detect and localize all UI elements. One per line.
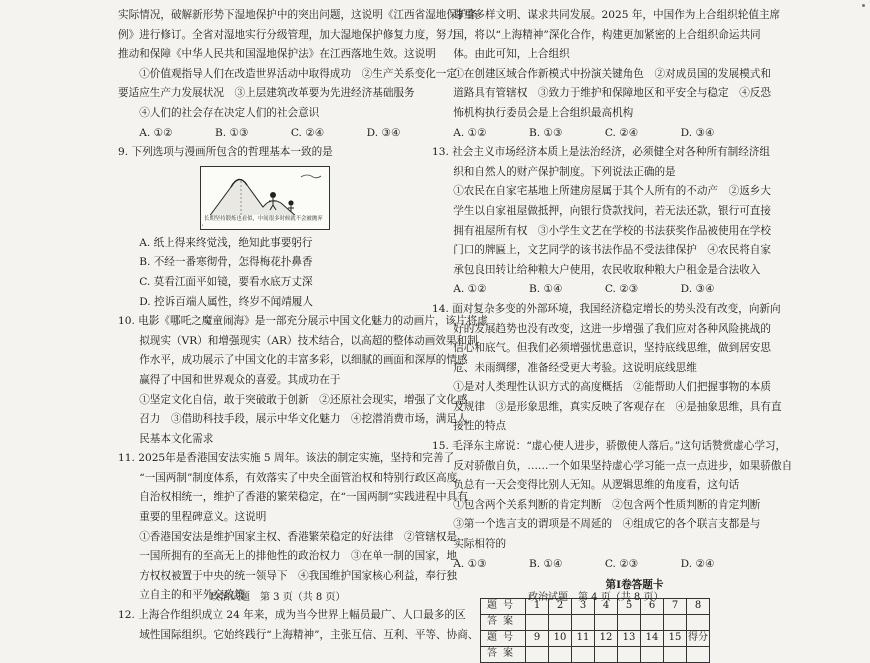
- card-cell: 3: [572, 598, 595, 614]
- text-line: 及规律 ③是形象思维，真实反映了客观存在 ④是抽象思维，具有直: [453, 400, 782, 413]
- answer-cell[interactable]: [572, 614, 595, 630]
- answer-cell[interactable]: [549, 614, 572, 630]
- answer-options: A. ①② B. ①③ C. ②④ D. ③④: [453, 126, 715, 139]
- option-c: C. 莫看江面平如镜，要看水底万丈深: [139, 275, 313, 288]
- text-line: ③第一个选言支的谓项是不周延的 ④组成它的各个联言支都是与: [453, 518, 761, 531]
- text-line: 自治权相统一，维护了香港的繁荣稳定，在“一国两制”实践进程中具有: [139, 491, 468, 504]
- text-line: 学生以自家祖屋做抵押，向银行贷款找问，若无法还款，银行可直接: [453, 204, 771, 217]
- table-row: [481, 614, 710, 630]
- text-line: 作水平，成功展示了中国文化的丰富多彩，以细腻的画面和深厚的情感: [139, 354, 468, 367]
- card-label: 答案: [481, 646, 526, 662]
- answer-options: A. ①② B. ①④ C. ②③ D. ③④: [453, 283, 715, 296]
- text-line: 赢得了中国和世界观众的喜爱。其成功在于: [139, 373, 341, 386]
- text-line: “一国两制”制度体系，有效落实了中央全面管治权和特别行政区高度: [139, 471, 458, 484]
- answer-cell[interactable]: [641, 646, 664, 662]
- text-line: 道路具有管辖权 ③致力于维护和保障地区和平安全与稳定 ④反恐: [453, 87, 771, 100]
- scan-speck: [862, 4, 865, 7]
- question-9-stem: 9. 下列选项与漫画所包含的哲理基本一致的是: [118, 146, 333, 159]
- text-line: 门口的牌匾上，文艺同学的该书法作品不受法律保护 ④农民将自家: [453, 244, 771, 257]
- text-line: ①是对人类理性认识方式的高度概括 ②能帮助人们把握事物的本质: [453, 381, 771, 394]
- text-line: 承包良田转让给种粮大户使用，农民收取种粮大户租金是合法收入: [453, 263, 761, 276]
- text-line: 负总有一天会变得比别人无知。从逻辑思维的角度看，这句话: [453, 479, 740, 492]
- score-label: 得分: [687, 630, 710, 646]
- card-cell: 8: [687, 598, 710, 614]
- text-line: 好的发展趋势也没有改变，这进一步增强了我们应对各种风险挑战的: [453, 322, 771, 335]
- card-cell: 9: [526, 630, 549, 646]
- text-line: 国，将以“上海精神”深化合作，构建更加紧密的上合组织命运共同: [453, 28, 761, 41]
- text-line: 实际情况，破解新形势下湿地保护中的突出问题，这说明《江西省湿地保护条: [118, 9, 479, 21]
- question-12-stem: 12. 上海合作组织成立 24 年来，成为当今世界上幅员最广、人口最多的区: [118, 609, 466, 622]
- cartoon-caption: 长期坚持锻炼也看似，中间很多时候就不会被抛弃: [204, 215, 323, 222]
- text-line: ④人们的社会存在决定人们的社会意识: [139, 106, 320, 119]
- card-cell: 4: [595, 598, 618, 614]
- answer-cell[interactable]: [549, 646, 572, 662]
- text-line: ①香港国安法是维护国家主权、香港繁荣稳定的好法律 ②管辖权是: [139, 530, 457, 543]
- option-b: B. 不经一番寒彻骨，怎得梅花扑鼻香: [139, 256, 313, 269]
- answer-cell[interactable]: [572, 646, 595, 662]
- card-cell: 1: [526, 598, 549, 614]
- text-line: ①在创建区域合作新模式中扮演关键角色 ②对成员国的发展模式和: [453, 67, 771, 80]
- table-row: [481, 646, 710, 662]
- card-label: 题号: [481, 630, 526, 646]
- question-13-stem: 13. 社会主义市场经济本质上是法治经济，必须健全对各种所有制经济组: [432, 146, 771, 159]
- card-cell: 15: [664, 630, 687, 646]
- answer-cell[interactable]: [664, 614, 687, 630]
- answer-cell[interactable]: [687, 614, 710, 630]
- option-d: D. 控诉百端人属性，终岁不闻靖履人: [139, 295, 313, 308]
- text-line: 例》进行修订。全省对湿地实行分级管理，加大湿地保护修复力度，努力: [118, 28, 457, 41]
- card-label: 答案: [481, 614, 526, 630]
- text-line: 方权权被置于中央的统一领导下 ④我国维护国家核心利益，奉行独: [139, 569, 457, 582]
- page-footer-right: 政治试题 第 4 页（共 8 页）: [528, 592, 664, 603]
- answer-cell[interactable]: [526, 614, 549, 630]
- text-line: ①包含两个关系判断的肯定判断 ②包含两个性质判断的肯定判断: [453, 498, 761, 511]
- text-line: 立自主的和平外交政策: [139, 589, 246, 602]
- question-15-stem: 15. 毛泽东主席说：“虚心使人进步，骄傲使人落后。”这句话赞赏虚心学习，: [432, 440, 787, 453]
- text-line: ①农民在自家宅基地上所建房屋属于其个人所有的不动产 ②返乡大: [453, 185, 771, 198]
- text-line: 拟现实（VR）和增强现实（AR）技术结合，以高超的整体动画效果和制: [139, 334, 478, 347]
- card-cell: 5: [618, 598, 641, 614]
- question-11-stem: 11. 2025年是香港国安法实施 5 周年。该法的制定实施，坚持和完善了: [118, 452, 455, 465]
- text-line: 反对骄傲自负，……一个如果坚持虚心学习能一点一点进步，如果骄傲自: [453, 459, 793, 472]
- card-cell: 7: [664, 598, 687, 614]
- text-line: 危、未雨绸缪，准备经受更大考验。这说明底线思维: [453, 361, 697, 374]
- text-line: 织和自然人的财产保护制度。下列说法正确的是: [453, 165, 676, 178]
- text-line: 要适应生产力发展状况 ③上层建筑改革要为先进经济基础服务: [118, 87, 415, 100]
- text-line: 重要的里程碑意义。这说明: [139, 511, 267, 524]
- card-cell: 6: [641, 598, 664, 614]
- text-line: 域性国际组织。它始终践行“上海精神”，主张互信、互利、平等、协商、: [139, 628, 479, 641]
- right-page: [432, 6, 837, 663]
- answer-cell[interactable]: [595, 614, 618, 630]
- answer-cell[interactable]: [618, 614, 641, 630]
- text-line: 民基本文化需求: [139, 432, 214, 445]
- text-line: 召力 ③借助科技手段，展示中华文化魅力 ④挖潜消费市场，满足人: [139, 413, 468, 426]
- answer-cell[interactable]: [595, 646, 618, 662]
- card-cell: 13: [618, 630, 641, 646]
- text-line: 一国所拥有的至高无上的排他性的政治权力 ③在单一制的国家，地: [139, 550, 457, 563]
- question-10-stem: 10. 电影《哪吒之魔童闹海》是一部充分展示中国文化魅力的动画片，该片将虚: [118, 315, 488, 328]
- answer-cell[interactable]: [618, 646, 641, 662]
- text-line: 信心和底气。但我们必须增强忧患意识，坚持底线思维，做到居安思: [453, 342, 771, 355]
- text-line: 体。由此可知，上合组织: [453, 48, 570, 61]
- text-line: 接性的特点: [453, 420, 507, 433]
- card-cell: 14: [641, 630, 664, 646]
- text-line: 推动和保障《中华人民共和国湿地保护法》在江西落地生效。这说明: [118, 48, 436, 61]
- card-cell: 11: [572, 630, 595, 646]
- text-line: 拥有祖屋所有权 ③小学生文艺在学校的书法获奖作品被使用在学校: [453, 224, 771, 237]
- answer-card-title: 第Ⅰ卷答题卡: [605, 579, 664, 592]
- card-cell: 2: [549, 598, 572, 614]
- text-line: 尊重多样文明、谋求共同发展。2025 年，中国作为上合组织轮值主席: [453, 9, 781, 21]
- page-footer-left: 政治试题 第 3 页（共 8 页）: [210, 592, 346, 603]
- answer-cell[interactable]: [664, 646, 687, 662]
- answer-options: A. ①② B. ①③ C. ②④ D. ③④: [139, 126, 401, 139]
- answer-options: A. ①③ B. ①④ C. ②③ D. ②④: [453, 557, 715, 570]
- question-14-stem: 14. 面对复杂多变的外部环境，我国经济稳定增长的势头没有改变，向新向: [432, 302, 781, 315]
- text-line: 实际相符的: [453, 538, 507, 551]
- option-a: A. 纸上得来终觉浅，绝知此事要躬行: [139, 236, 313, 249]
- card-cell: 10: [549, 630, 572, 646]
- answer-card-table: [480, 598, 710, 663]
- score-cell[interactable]: [687, 646, 710, 662]
- text-line: ①价值观指导人们在改造世界活动中取得成功 ②生产关系变化一定: [139, 67, 457, 80]
- text-line: 怖机构执行委员会是上合组织最高机构: [453, 106, 634, 119]
- table-row: [481, 630, 710, 646]
- cartoon-image: [200, 166, 330, 230]
- card-label: 题号: [481, 598, 526, 614]
- answer-cell[interactable]: [641, 614, 664, 630]
- answer-cell[interactable]: [526, 646, 549, 662]
- card-cell: 12: [595, 630, 618, 646]
- text-line: ①坚定文化自信，敢于突破敢于创新 ②还原社会现实，增强了文化感: [139, 393, 468, 406]
